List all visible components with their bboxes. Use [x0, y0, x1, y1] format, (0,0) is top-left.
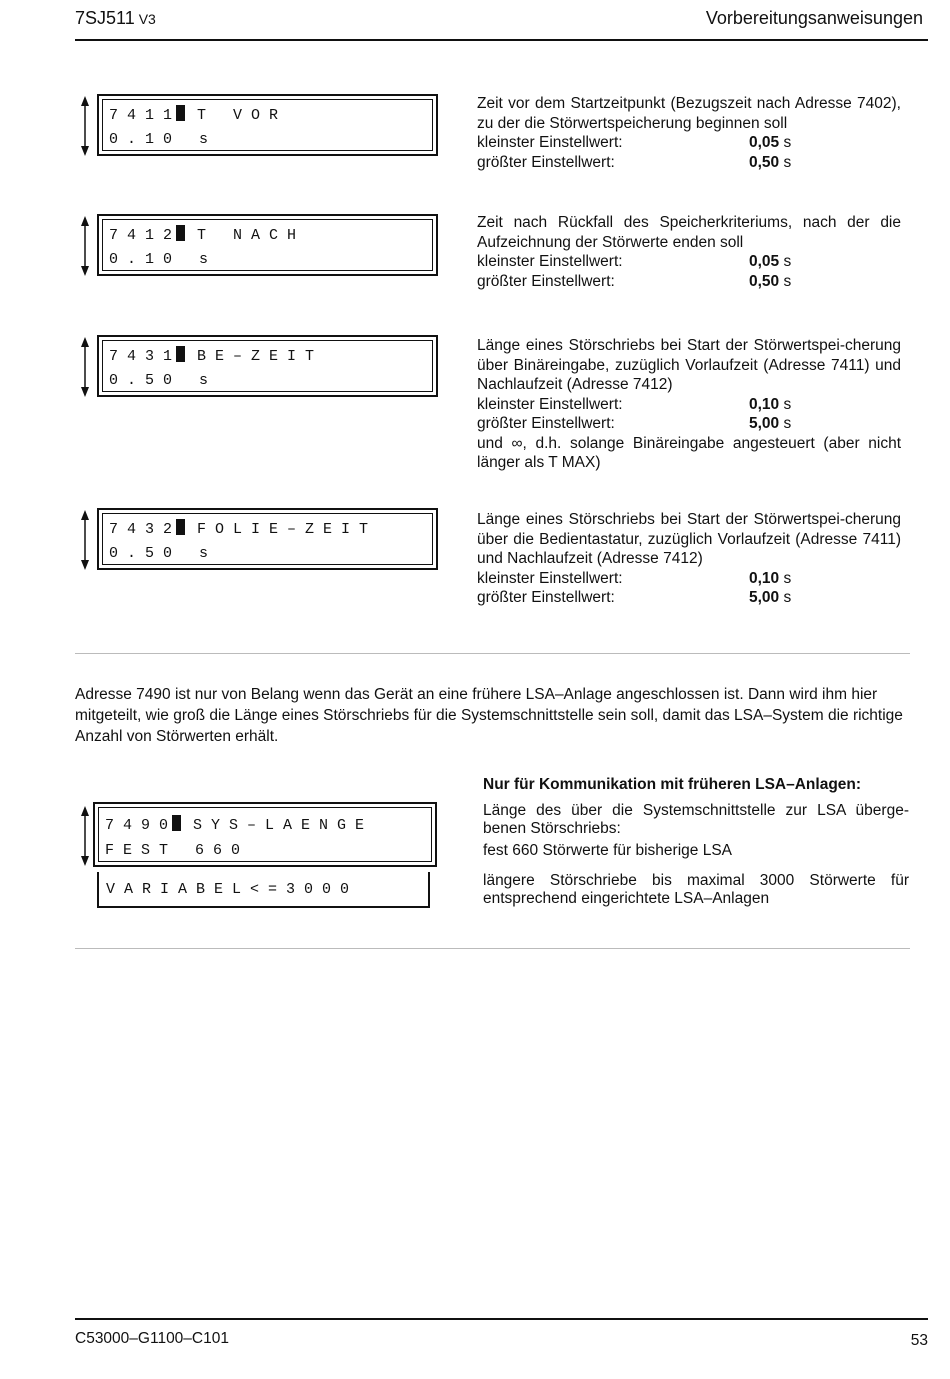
lcd-value: 0 . 5 0 s: [109, 372, 209, 389]
description-text: Länge eines Störschriebs bei Start der Störwertspei-cherung über die Bedientastatur, zuzüglich Vorlaufzeit (Adresse 7411) und Nachlaufzeit (Adresse 7412): [477, 511, 901, 567]
max-unit: s: [783, 153, 792, 171]
cursor-block: [176, 519, 185, 535]
separator: [75, 653, 910, 654]
lcd-address: 7 4 3 2: [109, 521, 173, 538]
min-unit: s: [783, 395, 792, 413]
lsa-text-2: fest 660 Störwerte für bisherige LSA: [483, 842, 732, 859]
max-label: größter Einstellwert:: [477, 589, 615, 606]
model-number: 7SJ511: [75, 8, 135, 28]
up-down-arrow-icon[interactable]: [80, 96, 90, 156]
max-unit: s: [783, 415, 792, 432]
lcd-address: 7 4 1 2: [109, 227, 173, 244]
min-value-row: [477, 252, 901, 272]
max-label: größter Einstellwert:: [477, 153, 615, 171]
min-value-row: [477, 395, 901, 415]
lcd-display-7432[interactable]: [97, 508, 438, 570]
cursor-block: [176, 105, 185, 121]
up-down-arrow-icon[interactable]: [80, 337, 90, 397]
min-value: 0,10: [749, 395, 780, 413]
min-label: kleinster Einstellwert:: [477, 569, 623, 587]
setting-description: [477, 510, 901, 608]
lcd-option-variabel[interactable]: [97, 872, 430, 908]
header-rule: [75, 39, 928, 41]
setting-description: [477, 213, 901, 291]
min-label: kleinster Einstellwert:: [477, 134, 623, 151]
min-value: 0,05: [749, 134, 780, 151]
min-value-row: [477, 569, 901, 589]
description-text: Zeit nach Rückfall des Speicherkriteriums, nach der die Aufzeichnung der Störwerte enden soll: [477, 214, 901, 251]
option-text: V A R I A B E L < = 3 0 0 0: [106, 881, 350, 898]
min-label: kleinster Einstellwert:: [477, 395, 623, 413]
min-unit: s: [783, 569, 792, 587]
min-value-row: [477, 133, 901, 153]
footer-rule: [75, 1318, 928, 1320]
min-unit: s: [783, 134, 792, 151]
cursor-block: [176, 346, 185, 362]
page-number: 53: [910, 1332, 928, 1349]
lsa-heading: Nur für Kommunikation mit früheren LSA–Anlagen:: [483, 776, 862, 793]
up-down-arrow-icon[interactable]: [80, 510, 90, 570]
version-label: V3: [138, 11, 156, 27]
max-value: 5,00: [749, 415, 780, 432]
lcd-parameter-name: S Y S – L A E N G E: [193, 817, 365, 834]
up-down-arrow-icon[interactable]: [80, 216, 90, 276]
min-value: 0,05: [749, 253, 780, 270]
lsa-description: [483, 776, 909, 908]
min-value: 0,10: [749, 569, 780, 587]
lcd-parameter-name: B E – Z E I T: [197, 348, 315, 365]
lcd-parameter-name: T V O R: [197, 107, 279, 124]
lcd-address: 7 4 3 1: [109, 348, 173, 365]
lcd-address: 7 4 1 1: [109, 107, 173, 124]
lsa-text-1: Länge des über die Systemschnittstelle zur LSA überge-benen Störschriebs:: [483, 802, 909, 837]
lcd-display-7412[interactable]: [97, 214, 438, 276]
setting-description: [477, 336, 901, 473]
lcd-display-7411[interactable]: [97, 94, 438, 156]
cursor-block: [176, 225, 185, 241]
max-label: größter Einstellwert:: [477, 272, 615, 290]
max-label: größter Einstellwert:: [477, 415, 615, 432]
lcd-parameter-name: T N A C H: [197, 227, 297, 244]
min-label: kleinster Einstellwert:: [477, 253, 623, 270]
max-value-row: [477, 153, 901, 173]
intro-paragraph: Adresse 7490 ist nur von Belang wenn das Gerät an eine frühere LSA–Anlage angeschlossen ist. Dann wird ihm hier mitgeteilt, wie groß die Länge eines Störschriebs für die Systemschnittstelle sein soll, damit das LSA–System die richtige Anzahl von Störwerten erhält.: [75, 686, 903, 745]
section-title: Vorbereitungsanweisungen: [705, 8, 923, 28]
lcd-display-7431[interactable]: [97, 335, 438, 397]
document-number: C53000–G1100–C101: [75, 1330, 229, 1347]
max-value: 0,50: [749, 153, 780, 171]
cursor-block: [172, 815, 181, 831]
max-value: 5,00: [749, 589, 780, 606]
lcd-value: 0 . 1 0 s: [109, 131, 209, 148]
max-unit: s: [783, 272, 792, 290]
max-unit: s: [783, 589, 792, 606]
lcd-value: 0 . 1 0 s: [109, 251, 209, 268]
description-text: Länge eines Störschriebs bei Start der Störwertspei-cherung über Binäreingabe, zuzüglich Vorlaufzeit (Adresse 7411) und Nachlaufzeit (Adresse 7412): [477, 337, 901, 393]
separator: [75, 948, 910, 949]
header-model: [75, 8, 156, 29]
lcd-display-7490[interactable]: [93, 802, 437, 867]
setting-description: [477, 94, 901, 172]
lcd-value: 0 . 5 0 s: [109, 545, 209, 562]
extra-text: und ∞, d.h. solange Binäreingabe angesteuert (aber nicht länger als T MAX): [477, 434, 901, 471]
up-down-arrow-icon[interactable]: [80, 806, 90, 866]
description-text: Zeit vor dem Startzeitpunkt (Bezugszeit nach Adresse 7402), zu der die Störwertspeicherung beginnen soll: [477, 95, 901, 132]
max-value: 0,50: [749, 272, 780, 290]
min-unit: s: [783, 253, 792, 270]
max-value-row: [477, 414, 901, 434]
lcd-value: F E S T 6 6 0: [105, 842, 241, 859]
max-value-row: [477, 588, 901, 608]
lcd-parameter-name: F O L I E – Z E I T: [197, 521, 369, 538]
max-value-row: [477, 272, 901, 292]
lcd-address: 7 4 9 0: [105, 817, 169, 834]
lsa-text-3: längere Störschriebe bis maximal 3000 Störwerte für entsprechend eingerichtete LSA–Anlagen: [483, 872, 909, 907]
